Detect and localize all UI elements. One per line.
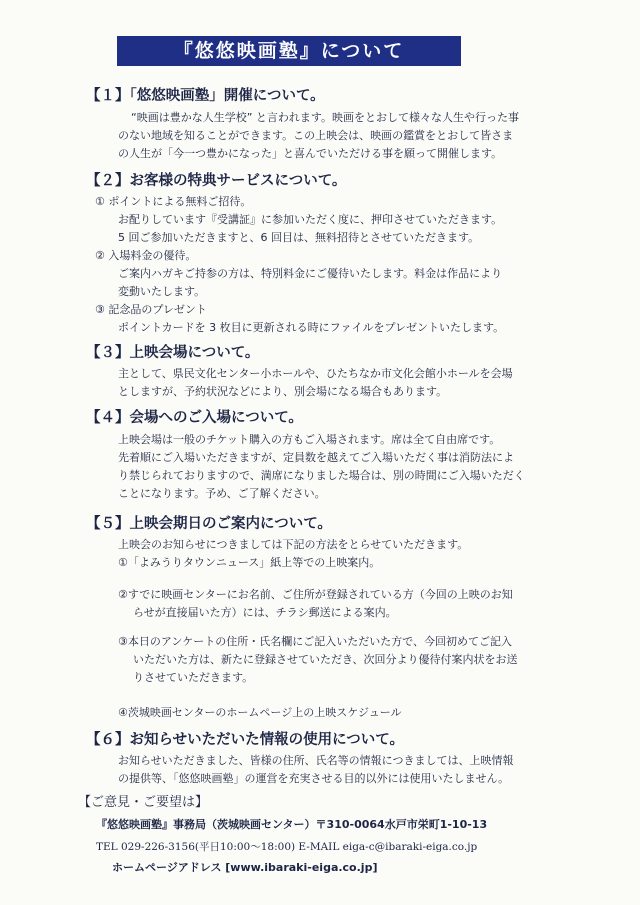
section-4-heading: 【４】会場へのご入場について。 [86, 410, 303, 426]
section-2-line: ① ポイントによる無料ご招待。 [95, 195, 252, 208]
section-1-line: “映画は豊かな人生学校” と言われます。映画をとおして様々な人生や行った事 [131, 111, 520, 124]
section-2-line: 5 回ご参加いただきますと、6 回目は、無料招待とさせていただきます。 [118, 231, 480, 244]
section-2-heading: 【２】お客様の特典サービスについて。 [86, 173, 347, 189]
section-5-line: ③本日のアンケートの住所・氏名欄にご記入いただいた方で、今回初めてご記入 [118, 635, 512, 648]
section-5-line: いただいた方は、新たに登録させていただき、次回分より優待付案内状をお送 [133, 653, 518, 666]
section-2-line: 変動いたします。 [118, 285, 206, 298]
section-5-line: らせが直接届いた方）には、チラシ郵送による案内。 [133, 606, 397, 619]
section-6-heading: 【６】お知らせいただいた情報の使用について。 [86, 732, 404, 748]
section-3-line: 主として、県民文化センター小ホールや、ひたちなか市文化会館小ホールを会場 [118, 367, 513, 380]
section-5-heading: 【５】上映会期日のご案内について。 [86, 516, 332, 532]
section-4-line: 先着順にご入場いただきますが、定員数を越えてご入場いただく事は消防法によ [118, 451, 514, 464]
section-4-line: り禁じられておりますので、満席になりました場合は、別の時間にご入場いただく [118, 469, 525, 482]
section-5-line: ②すでに映画センターにお名前、ご住所が登録されている方（今回の上映のお知 [118, 588, 513, 601]
section-3-line: としますが、予約状況などにより、別会場になる場合もあります。 [118, 385, 448, 398]
section-5-line: ①「よみうりタウンニュース」紙上等での上映案内。 [118, 556, 381, 569]
section-5-line: ④茨城映画センターのホームページ上の上映スケジュール [118, 706, 402, 719]
section-1-line: のない地域を知ることができます。この上映会は、映画の鑑賞をとおして皆さま [118, 129, 514, 142]
section-4-line: 上映会場は一般のチケット購入の方もご入場されます。席は全て自由席です。 [118, 433, 501, 446]
contact-office: 『悠悠映画塾』事務局（茨城映画センター）〒310-0064水戸市栄町1-10-13 [96, 818, 488, 831]
section-5-line: 上映会のお知らせにつきましては下記の方法をとらせていただきます。 [118, 538, 469, 551]
page-title: 『悠悠映画塾』について [117, 36, 461, 66]
section-3-heading: 【３】上映会場について。 [86, 345, 260, 361]
contact-tel-email: TEL 029-226-3156(平日10:00〜18:00) E-MAIL eiga-c@ibaraki-eiga.co.jp [96, 841, 478, 853]
section-6-line: の提供等、「悠悠映画塾」の運営を充実させる目的以外には使用いたしません。 [118, 772, 510, 785]
section-1-heading: 【１】「悠悠映画塾」開催について。 [86, 88, 325, 104]
section-2-line: お配りしています『受講証』に参加いただく度に、押印させていただきます。 [118, 213, 503, 226]
section-2-line: ご案内ハガキご持参の方は、特別料金にご優待いたします。料金は作品により [118, 267, 503, 280]
section-2-line: ③ 記念品のプレゼント [95, 303, 207, 316]
section-1-line: の人生が「今一つ豊かになった」と喜んでいただける事を願って開催します。 [118, 147, 503, 160]
section-4-line: ことになります。予め、ご了解ください。 [118, 487, 326, 500]
contact-label: 【ご意見・ご要望は】 [78, 795, 209, 810]
section-5-line: りさせていただきます。 [133, 671, 254, 684]
section-6-line: お知らせいただきました、皆様の住所、氏名等の情報につきましては、上映情報 [118, 754, 514, 767]
section-2-line: ポイントカードを 3 枚目に更新される時にファイルをプレゼントいたします。 [118, 321, 505, 334]
section-2-line: ② 入場料金の優待。 [95, 249, 197, 262]
contact-homepage: ホームページアドレス [www.ibaraki-eiga.co.jp] [112, 861, 378, 874]
